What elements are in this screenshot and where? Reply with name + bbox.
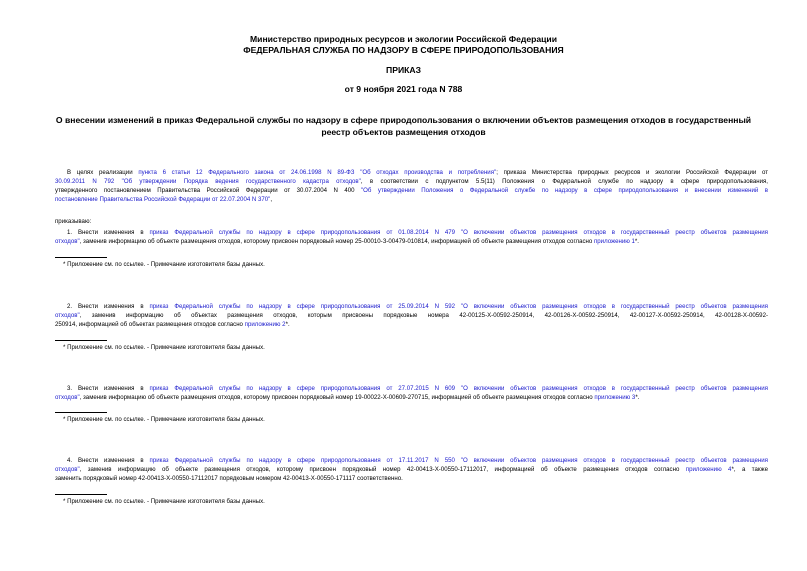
item-3-paragraph (55, 384, 768, 402)
order-592-link-cont[interactable]: отходов" (55, 312, 80, 319)
footnote-4: * Приложение см. по ссылке. - Примечание изготовителя базы данных. (63, 498, 265, 505)
document-type: ПРИКАЗ (386, 65, 421, 75)
preamble-text: , в соответствии с подпунктом 5.5(11) Положения о Федеральной службе по надзору в сфере природопользования, (360, 178, 768, 185)
item-text: , заменив информацию об объекте размещения отходов, которому присвоен порядковый номер 25-00010-З-00479-010814, информацией об объекте размещения отходов согласно (79, 238, 594, 245)
item-4-paragraph (55, 456, 768, 483)
footnote-divider (55, 257, 107, 258)
item-text: , заменив информацию об объекте размещения отходов, которому присвоен порядковый номер 19-00022-Х-00609-270715, информацией об объекте размещения отходов согласно (79, 394, 595, 401)
item-2-paragraph (55, 302, 768, 329)
item-text: *. (285, 321, 290, 328)
preamble-text: утвержденного постановлением Правительства Российской Федерации от 30.07.2004 N 400 (55, 187, 361, 194)
preamble-text: В целях реализации (67, 169, 139, 176)
order-609-link[interactable]: приказ Федеральной службы по надзору в сфере природопользования от 27.07.2015 N 609 "О включении объектов размещения отходов в государственный реестр объектов размещения (149, 385, 768, 392)
document-date: от 9 ноября 2021 года N 788 (344, 84, 463, 94)
item-text: , заменив информацию об объекте размещения отходов, которому присвоен порядковый номер 42-00413-Х-00550-17112017, информацией об объекте размещения отходов согласно (79, 466, 686, 473)
order-609-link-cont[interactable]: отходов" (55, 394, 80, 401)
order-550-link[interactable]: приказ Федеральной службы по надзору в сфере природопользования от 17.11.2017 N 550 "О включении объектов размещения отходов в государственный реестр объектов размещения (149, 457, 768, 464)
footnote-2: * Приложение см. по ссылке. - Примечание изготовителя базы данных. (63, 344, 265, 351)
footnote-1: * Приложение см. по ссылке. - Примечание изготовителя базы данных. (63, 261, 265, 268)
item-1-paragraph (55, 228, 768, 246)
item-text: заменить порядковый номер 42-00413-Х-00550-17112017 порядковым номером 42-00413-Х-00550-171117 соответственно. (55, 475, 403, 482)
footnote-divider (55, 494, 107, 495)
preamble-text: , (270, 196, 273, 203)
appendix-4-link[interactable]: приложению 4 (685, 466, 732, 473)
order-792-link[interactable]: 30.09.2011 N 792 "Об утверждении Порядка ведения государственного кадастра отходов" (55, 178, 361, 185)
item-text: 3. Внести изменения в (67, 385, 150, 392)
appendix-3-link[interactable]: приложению 3 (594, 394, 636, 401)
service-heading: ФЕДЕРАЛЬНАЯ СЛУЖБА ПО НАДЗОРУ В СФЕРЕ ПРИРОДОПОЛЬЗОВАНИЯ (243, 45, 564, 55)
item-text: 1. Внести изменения в (67, 229, 150, 236)
resolution-400-link[interactable]: "Об утверждении Положения о Федеральной службе по надзору в сфере природопользования и внесении изменений в (361, 187, 768, 194)
item-text: *, а также (731, 466, 768, 473)
item-text: 250914, информацией об объектах размещения отходов согласно (55, 321, 245, 328)
item-text: 2. Внести изменения в (67, 303, 150, 310)
item-text: *. (634, 238, 639, 245)
document-title: О внесении изменений в приказ Федеральной службы по надзору в сфере природопользования о включении объектов размещения отходов в государственный реестр объектов размещения отходов (55, 115, 752, 137)
order-592-link[interactable]: приказ Федеральной службы по надзору в сфере природопользования от 25.09.2014 N 592 "О включении объектов размещения отходов в государственный реестр объектов размещения (149, 303, 768, 310)
item-text: , заменив информацию об объектах размещения отходов, которым присвоены порядковые номера 42-00125-Х-00592-250914, 42-00126-Х-00592-250914, 42-00127-Х-00592-250914, 42-00128-Х-00592- (79, 312, 768, 319)
preamble-text: ; приказа Министерства природных ресурсов и экологии Российской Федерации от (496, 169, 768, 176)
item-text: *. (635, 394, 640, 401)
footnote-3: * Приложение см. по ссылке. - Примечание изготовителя базы данных. (63, 416, 265, 423)
resolution-400-link-cont[interactable]: постановление Правительства Российской Федерации от 22.07.2004 N 370" (55, 196, 271, 203)
order-479-link[interactable]: приказ Федеральной службы по надзору в сфере природопользования от 01.08.2014 N 479 "О включении объектов размещения отходов в государственный реестр объектов размещения (149, 229, 768, 236)
order-550-link-cont[interactable]: отходов" (55, 466, 80, 473)
item-text: 4. Внести изменения в (67, 457, 150, 464)
footnote-divider (55, 412, 107, 413)
preamble-paragraph (55, 168, 768, 204)
appendix-2-link[interactable]: приложению 2 (244, 321, 286, 328)
order-479-link-cont[interactable]: отходов" (55, 238, 80, 245)
ministry-heading: Министерство природных ресурсов и экологии Российской Федерации (250, 34, 557, 44)
law-89fz-link[interactable]: пункта 6 статьи 12 Федерального закона от 24.06.1998 N 89-ФЗ "Об отходах производства и потребления" (138, 169, 497, 176)
appendix-1-link[interactable]: приложению 1 (593, 238, 635, 245)
prikazyvayu-label: приказываю: (55, 218, 92, 225)
footnote-divider (55, 340, 107, 341)
